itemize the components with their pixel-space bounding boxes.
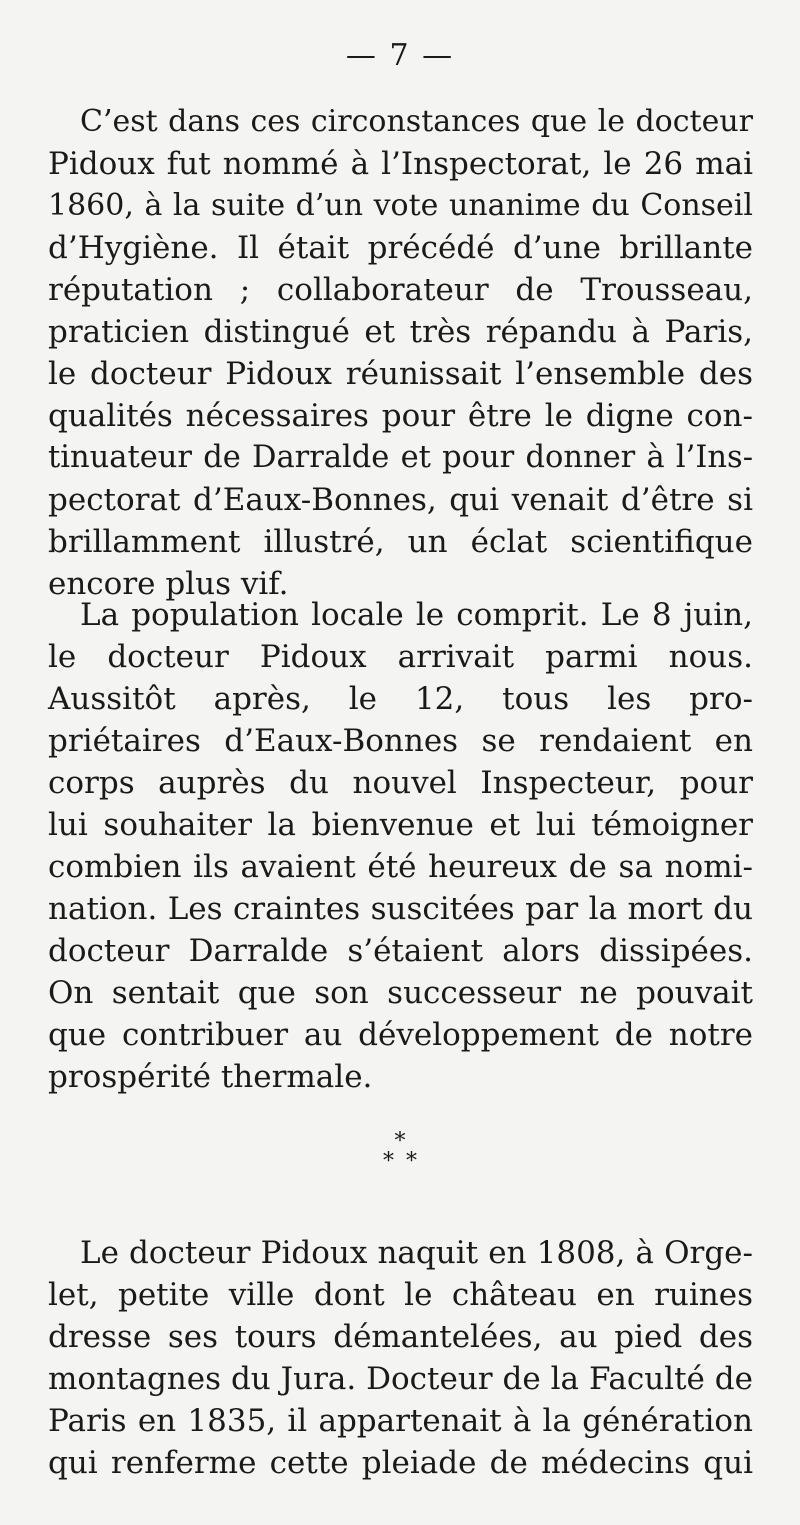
text-line: C’est dans ces circonstances que le docteur xyxy=(80,104,753,139)
text-line: dresse ses tours démantelées, au pied des xyxy=(48,1319,753,1355)
text-line: Le docteur Pidoux naquit en 1808, à Orge- xyxy=(80,1235,753,1271)
text-line: montagnes du Jura. Docteur de la Faculté de xyxy=(48,1361,753,1397)
text-line: docteur Darralde s’étaient alors dissipées. xyxy=(48,933,753,969)
text-line: On sentait que son successeur ne pouvait xyxy=(48,975,753,1011)
text-line: priétaires d’Eaux-Bonnes se rendaient en xyxy=(48,723,753,759)
text-line: corps auprès du nouvel Inspecteur, pour xyxy=(48,765,753,801)
text-line: nation. Les craintes suscitées par la mort du xyxy=(48,891,753,927)
text-line: Pidoux fut nommé à l’Inspectorat, le 26 mai xyxy=(48,146,753,182)
asterism-top: * xyxy=(394,1129,406,1154)
text-line: réputation ; collaborateur de Trousseau, xyxy=(48,272,753,308)
text-line: combien ils avaient été heureux de sa nomi- xyxy=(48,849,753,885)
page-number: — 7 — xyxy=(345,38,455,73)
text-line: d’Hygiène. Il était précédé d’une brillante xyxy=(48,230,753,266)
text-line: pectorat d’Eaux-Bonnes, qui venait d’être si xyxy=(48,482,753,518)
text-line: Paris en 1835, il appartenait à la génération xyxy=(48,1403,753,1439)
text-line: La population locale le comprit. Le 8 juin, xyxy=(80,597,753,633)
text-line: qualités nécessaires pour être le digne con- xyxy=(48,398,753,434)
text-line: tinuateur de Darralde et pour donner à l’Ins- xyxy=(48,440,753,475)
text-line: let, petite ville dont le château en ruines xyxy=(48,1277,753,1313)
text-line: qui renferme cette pleiade de médecins qui xyxy=(48,1445,753,1481)
text-line: brillamment illustré, un éclat scientifique xyxy=(48,524,753,560)
text-line: praticien distingué et très répandu à Paris, xyxy=(48,314,753,350)
text-line: que contribuer au développement de notre xyxy=(48,1017,753,1053)
paragraph-3 xyxy=(48,1232,753,1484)
text-line: prospérité thermale. xyxy=(48,1059,373,1095)
text-line: le docteur Pidoux réunissait l’ensemble des xyxy=(48,356,753,392)
paragraph-2 xyxy=(48,594,753,1098)
paragraph-1 xyxy=(48,101,753,605)
section-separator xyxy=(0,1129,800,1174)
text-line: Aussitôt après, le 12, tous les pro- xyxy=(48,681,753,717)
text-line: encore plus vif. xyxy=(48,566,289,602)
text-line: 1860, à la suite d’un vote unanime du Conseil xyxy=(48,188,753,223)
text-line: le docteur Pidoux arrivait parmi nous. xyxy=(48,639,753,675)
text-line: lui souhaiter la bienvenue et lui témoigner xyxy=(48,807,753,843)
asterism-bottom: ** xyxy=(383,1149,429,1174)
